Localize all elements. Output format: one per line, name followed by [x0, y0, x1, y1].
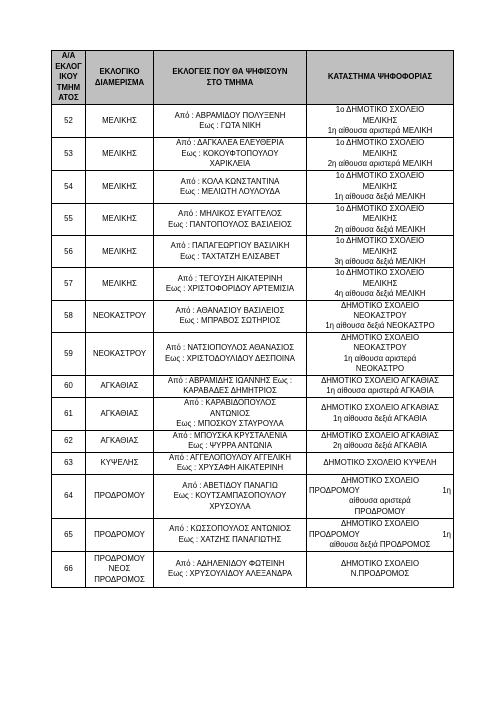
table-row [52, 551, 454, 587]
voters-line: Από : ΔΑΓΚΑΛΕΑ ΕΛΕΥΘΕΡΙΑ [176, 138, 284, 148]
polling-place-line: 1ο ΔΗΜΟΤΙΚΟ ΣΧΟΛΕΙΟ [335, 236, 425, 246]
polling-place-cell [307, 105, 454, 138]
district-line: ΑΓΚΑΘΙΑΣ [100, 408, 139, 418]
section-number: 62 [64, 436, 73, 446]
polling-place-line: αίθουσα δεξιά ΠΡΟΔΡΟΜΟΣ [329, 540, 431, 550]
polling-place-line: 1ο ΔΗΜΟΤΙΚΟ ΣΧΟΛΕΙΟ [335, 138, 425, 148]
voters-line: Από : ΜΗΛΙΚΟΣ ΕΥΑΓΓΕΛΟΣ [178, 209, 282, 219]
polling-place-line: ΜΕΛΙΚΗΣ [362, 148, 398, 158]
district-line: ΜΕΛΙΚΗΣ [102, 181, 137, 191]
voters-line: Από : ΑΒΡΑΜΙΔΟΥ ΠΟΛΥΞΕΝΗ [174, 110, 286, 120]
voters-line: Εως : ΠΑΝΤΟΠΟΥΛΟΣ ΒΑΣΙΛΕΙΟΣ [168, 219, 292, 229]
voters-line: Εως : ΧΡΙΣΤΟΔΟΥΛΙΔΟΥ ΔΕΣΠΟΙΝΑ [165, 353, 295, 363]
table-row [52, 236, 454, 268]
polling-place-line: ΝΕΟΚΑΣΤΡΟΥ [353, 343, 407, 353]
polling-place-line: 2η αίθουσα δεξιά ΜΕΛΙΚΗ [334, 224, 426, 234]
section-number-cell [52, 236, 86, 268]
polling-place-split-line [309, 530, 451, 540]
table-row [52, 204, 454, 236]
polling-place-line: 1ο ΔΗΜΟΤΙΚΟ ΣΧΟΛΕΙΟ [335, 105, 425, 115]
polling-place-line: 1η αίθουσα αριστερά ΑΓΚΑΘΙΑ [326, 386, 434, 396]
table-row [52, 474, 454, 518]
polling-place-line: 1η [442, 529, 451, 539]
voters-line: Από : ΚΑΡΑΒΙΔΟΠΟΥΛΟΣ [183, 398, 277, 408]
voters-line: Από : ΑΓΓΕΛΟΠΟΥΛΟΥ ΑΓΓΕΛΙΚΗ [169, 452, 291, 462]
polling-place-line: 1η αίθουσα δεξιά ΜΕΛΙΚΗ [334, 192, 426, 202]
section-number-cell [52, 551, 86, 587]
section-number: 55 [64, 214, 73, 224]
voters-line: Από : ΜΠΟΥΣΚΑ ΚΡΥΣΤΑΛΕΝΙΑ [172, 430, 288, 440]
polling-place-line: ΔΗΜΟΤΙΚΟ ΣΧΟΛΕΙΟ ΑΓΚΑΘΙΑΣ [321, 375, 439, 385]
polling-place-cell [307, 300, 454, 332]
polling-place-line: ΜΕΛΙΚΗΣ [362, 214, 398, 224]
polling-place-line: αίθουσα αριστερά [349, 496, 411, 506]
polling-place-line: 2η αίθουσα αριστερά ΜΕΛΙΚΗ [327, 159, 433, 169]
polling-place-line: ΔΗΜΟΤΙΚΟ ΣΧΟΛΕΙΟ ΑΓΚΑΘΙΑΣ [321, 430, 439, 440]
voters-line: ΚΑΡΑΒΑΔΕΣ ΔΗΜΗΤΡΙΟΣ [183, 386, 277, 396]
polling-place-line: ΝΕΟΚΑΣΤΡΟΥ [353, 311, 407, 321]
voters-cell [154, 300, 307, 332]
section-number: 57 [64, 278, 73, 288]
section-number: 52 [64, 115, 73, 125]
polling-place-line: ΠΡΟΔΡΟΜΟΥ [309, 485, 360, 495]
polling-place-cell [307, 204, 454, 236]
district-cell [86, 268, 154, 300]
district-line: ΑΓΚΑΘΙΑΣ [100, 436, 139, 446]
polling-place-cell [307, 138, 454, 171]
polling-place-cell [307, 171, 454, 204]
header-section-number: Α/Α ΕΚΛΟΓ ΙΚΟΥ ΤΜΗΜ ΑΤΟΣ [52, 51, 86, 105]
section-number-cell [52, 430, 86, 452]
voters-cell [154, 430, 307, 452]
table-row [52, 138, 454, 171]
voters-line: Εως : ΧΑΤΖΗΣ ΠΑΝΑΓΙΩΤΗΣ [178, 534, 282, 544]
polling-place-line: 4η αίθουσα δεξιά ΜΕΛΙΚΗ [334, 289, 426, 299]
voters-line: ΑΝΤΩΝΙΟΣ [210, 408, 250, 418]
header-polling-place: ΚΑΤΑΣΤΗΜΑ ΨΗΦΟΦΟΡΙΑΣ [307, 51, 454, 105]
polling-place-line: ΜΕΛΙΚΗΣ [362, 278, 398, 288]
voters-line: Εως : ΨΥΡΡΑ ΑΝΤΩΝΙΑ [188, 441, 272, 451]
district-line: ΠΡΟΔΡΟΜΟΥ [94, 553, 145, 563]
polling-place-cell [307, 430, 454, 452]
voters-line: Εως : ΧΡΙΣΤΟΦΟΡΙΔΟΥ ΑΡΤΕΜΙΣΙΑ [165, 284, 295, 294]
polling-place-line: ΜΕΛΙΚΗΣ [362, 115, 398, 125]
section-number: 65 [64, 529, 73, 539]
polling-place-line: 1ο ΔΗΜΟΤΙΚΟ ΣΧΟΛΕΙΟ [335, 268, 425, 278]
polling-place-cell [307, 452, 454, 474]
polling-place-line: ΜΕΛΙΚΗΣ [362, 181, 398, 191]
district-line: ΚΥΨΕΛΗΣ [100, 458, 139, 468]
header-district: ΕΚΛΟΓΙΚΟ ΔΙΑΜΕΡΙΣΜΑ [86, 51, 154, 105]
section-number-cell [52, 375, 86, 397]
polling-place-line: ΔΗΜΟΤΙΚΟ ΣΧΟΛΕΙΟ [340, 475, 420, 485]
table-row [52, 171, 454, 204]
polling-place-line: 1ο ΔΗΜΟΤΙΚΟ ΣΧΟΛΕΙΟ [335, 204, 425, 213]
district-line: ΠΡΟΔΡΟΜΟΣ [94, 574, 145, 584]
voters-line: Εως : ΜΕΛΙΩΤΗ ΛΟΥΛΟΥΔΑ [180, 187, 280, 196]
section-number: 64 [64, 491, 73, 501]
voters-cell [154, 518, 307, 551]
voters-line: Εως : ΚΟΥΤΣΑΜΠΑΣΟΠΟΥΛΟΥ [173, 491, 287, 501]
district-cell [86, 105, 154, 138]
voters-line: ΧΡΥΣΟΥΛΑ [209, 501, 251, 511]
voters-line: Από : ΚΩΣΣΟΠΟΥΛΟΣ ΑΝΤΩΝΙΟΣ [169, 524, 291, 534]
section-number: 56 [64, 246, 73, 256]
polling-place-line: 1η αίθουσα δεξιά ΑΓΚΑΘΙΑ [333, 413, 427, 423]
voters-line: Εως : ΤΑΧΤΑΤΖΗ ΕΛΙΣΑΒΕΤ [180, 251, 280, 261]
voters-cell [154, 171, 307, 204]
section-number: 58 [64, 311, 73, 321]
polling-place-line: ΜΕΛΙΚΗΣ [362, 246, 398, 256]
district-line: ΝΕΟΚΑΣΤΡΟΥ [92, 311, 147, 321]
voters-cell [154, 375, 307, 397]
polling-place-cell [307, 375, 454, 397]
polling-place-line: ΔΗΜΟΤΙΚΟ ΣΧΟΛΕΙΟ [340, 519, 420, 529]
table-header [52, 51, 454, 105]
table-row [52, 430, 454, 452]
section-number: 53 [64, 148, 73, 158]
district-line: ΠΡΟΔΡΟΜΟΥ [94, 491, 145, 501]
voters-line: Από : ΚΟΛΑ ΚΩΝΣΤΑΝΤΙΝΑ [180, 176, 280, 186]
district-cell [86, 452, 154, 474]
section-number-cell [52, 452, 86, 474]
voters-line: Από : ΑΔΗΛΕΝΙΔΟΥ ΦΩΤΕΙΝΗ [175, 558, 285, 568]
section-number: 54 [64, 181, 73, 191]
district-cell [86, 551, 154, 587]
section-number-cell [52, 105, 86, 138]
polling-place-line: 1ο ΔΗΜΟΤΙΚΟ ΣΧΟΛΕΙΟ [335, 171, 425, 181]
polling-place-cell [307, 332, 454, 375]
section-number-cell [52, 397, 86, 430]
polling-stations-table [51, 50, 454, 588]
polling-place-split-line [309, 486, 451, 496]
polling-place-line: 2η αίθουσα δεξιά ΑΓΚΑΘΙΑ [333, 441, 427, 451]
polling-place-cell [307, 397, 454, 430]
district-line: ΜΕΛΙΚΗΣ [102, 214, 137, 224]
district-line: ΜΕΛΙΚΗΣ [102, 115, 137, 125]
section-number: 63 [64, 458, 73, 468]
polling-place-line: ΔΗΜΟΤΙΚΟ ΣΧΟΛΕΙΟ [340, 300, 420, 310]
section-number: 59 [64, 348, 73, 358]
district-line: ΠΡΟΔΡΟΜΟΥ [94, 529, 145, 539]
polling-place-line: ΔΗΜΟΤΙΚΟ ΣΧΟΛΕΙΟ [340, 558, 420, 568]
district-cell [86, 375, 154, 397]
district-line: ΜΕΛΙΚΗΣ [102, 148, 137, 158]
district-cell [86, 397, 154, 430]
district-cell [86, 171, 154, 204]
polling-place-line: ΠΡΟΔΡΟΜΟΥ [309, 529, 360, 539]
polling-place-line: ΝΕΟΚΑΣΤΡΟ [355, 364, 405, 374]
district-cell [86, 474, 154, 518]
polling-place-line: 1η [442, 485, 451, 495]
table-row [52, 332, 454, 375]
polling-place-line: 1η αίθουσα δεξιά ΝΕΟΚΑΣΤΡΟ [325, 321, 435, 331]
voters-line: Από : ΠΑΠΑΓΕΩΡΓΙΟΥ ΒΑΣΙΛΙΚΗ [170, 241, 290, 251]
polling-place-line: 1η αίθουσα αριστερά ΜΕΛΙΚΗ [327, 126, 433, 136]
table-row [52, 397, 454, 430]
voters-line: Εως : ΜΠΡΑΒΟΣ ΣΩΤΗΡΙΟΣ [179, 316, 281, 326]
polling-place-line: ΔΗΜΟΤΙΚΟ ΣΧΟΛΕΙΟ [340, 333, 420, 343]
voters-line: Εως : ΧΡΥΣΑΦΗ ΑΙΚΑΤΕΡΙΝΗ [176, 463, 284, 473]
polling-place-cell [307, 236, 454, 268]
voters-cell [154, 474, 307, 518]
district-line: ΝΕΟΣ [108, 564, 131, 574]
voters-line: Από : ΤΕΓΟΥΣΗ ΑΙΚΑΤΕΡΙΝΗ [177, 273, 283, 283]
polling-place-cell [307, 518, 454, 551]
voters-line: Από : ΑΒΕΤΙΔΟΥ ΠΑΝΑΓΙΩ [182, 480, 278, 490]
district-cell [86, 430, 154, 452]
polling-place-line: 3η αίθουσα δεξιά ΜΕΛΙΚΗ [334, 257, 426, 267]
district-cell [86, 300, 154, 332]
voters-cell [154, 332, 307, 375]
district-cell [86, 236, 154, 268]
district-cell [86, 204, 154, 236]
district-line: ΑΓΚΑΘΙΑΣ [100, 381, 139, 391]
polling-place-line: 1η αίθουσα αριστερά [343, 353, 417, 363]
voters-line: Από : ΝΑΤΣΙΟΠΟΥΛΟΣ ΑΘΑΝΑΣΙΟΣ [165, 343, 295, 353]
voters-line: Εως : ΧΡΥΣΟΥΛΙΔΟΥ ΑΛΕΞΑΝΔΡΑ [168, 569, 292, 579]
district-cell [86, 518, 154, 551]
polling-place-line: ΔΗΜΟΤΙΚΟ ΣΧΟΛΕΙΟ ΚΥΨΕΛΗ [323, 458, 437, 468]
voters-line: Από : ΑΘΑΝΑΣΙΟΥ ΒΑΣΙΛΕΙΟΣ [175, 305, 285, 315]
voters-line: Από : ΑΒΡΑΜΙΔΗΣ ΙΩΑΝΝΗΣ Εως : [167, 375, 293, 385]
voters-cell [154, 551, 307, 587]
section-number-cell [52, 138, 86, 171]
voters-line: ΧΑΡΙΚΛΕΙΑ [209, 159, 251, 169]
voters-cell [154, 397, 307, 430]
polling-place-cell [307, 474, 454, 518]
district-line: ΝΕΟΚΑΣΤΡΟΥ [92, 348, 147, 358]
table-row [52, 105, 454, 138]
polling-place-line: ΠΡΟΔΡΟΜΟΥ [354, 506, 406, 516]
table-body [52, 105, 454, 588]
polling-place-line: ΔΗΜΟΤΙΚΟ ΣΧΟΛΕΙΟ ΑΓΚΑΘΙΑΣ [321, 403, 439, 413]
voters-line: Εως : ΚΟΚΟΥΦΤΟΠΟΥΛΟΥ [181, 148, 279, 158]
polling-place-cell [307, 551, 454, 587]
section-number: 61 [64, 408, 73, 418]
section-number-cell [52, 332, 86, 375]
polling-place-cell [307, 268, 454, 300]
header-voters: ΕΚΛΟΓΕΙΣ ΠΟΥ ΘΑ ΨΗΦΙΣΟΥΝ ΣΤΟ ΤΜΗΜΑ [154, 51, 307, 105]
section-number: 60 [64, 381, 73, 391]
section-number-cell [52, 474, 86, 518]
section-number-cell [52, 518, 86, 551]
voters-cell [154, 105, 307, 138]
table-row [52, 518, 454, 551]
section-number-cell [52, 300, 86, 332]
voters-cell [154, 236, 307, 268]
table-row [52, 300, 454, 332]
voters-cell [154, 268, 307, 300]
voters-cell [154, 204, 307, 236]
district-line: ΜΕΛΙΚΗΣ [102, 278, 137, 288]
district-cell [86, 138, 154, 171]
section-number: 66 [64, 564, 73, 574]
voters-line: Εως : ΜΠΟΣΚΟΥ ΣΤΑΥΡΟΥΛΑ [176, 419, 284, 429]
district-line: ΜΕΛΙΚΗΣ [102, 246, 137, 256]
voters-cell [154, 452, 307, 474]
district-cell [86, 332, 154, 375]
section-number-cell [52, 204, 86, 236]
section-number-cell [52, 268, 86, 300]
voters-cell [154, 138, 307, 171]
table-row [52, 452, 454, 474]
table-row [52, 375, 454, 397]
polling-place-line: Ν.ΠΡΟΔΡΟΜΟΣ [350, 569, 410, 579]
section-number-cell [52, 171, 86, 204]
voters-line: Εως : ΓΩΤΑ ΝΙΚΗ [199, 121, 261, 130]
table-row [52, 268, 454, 300]
